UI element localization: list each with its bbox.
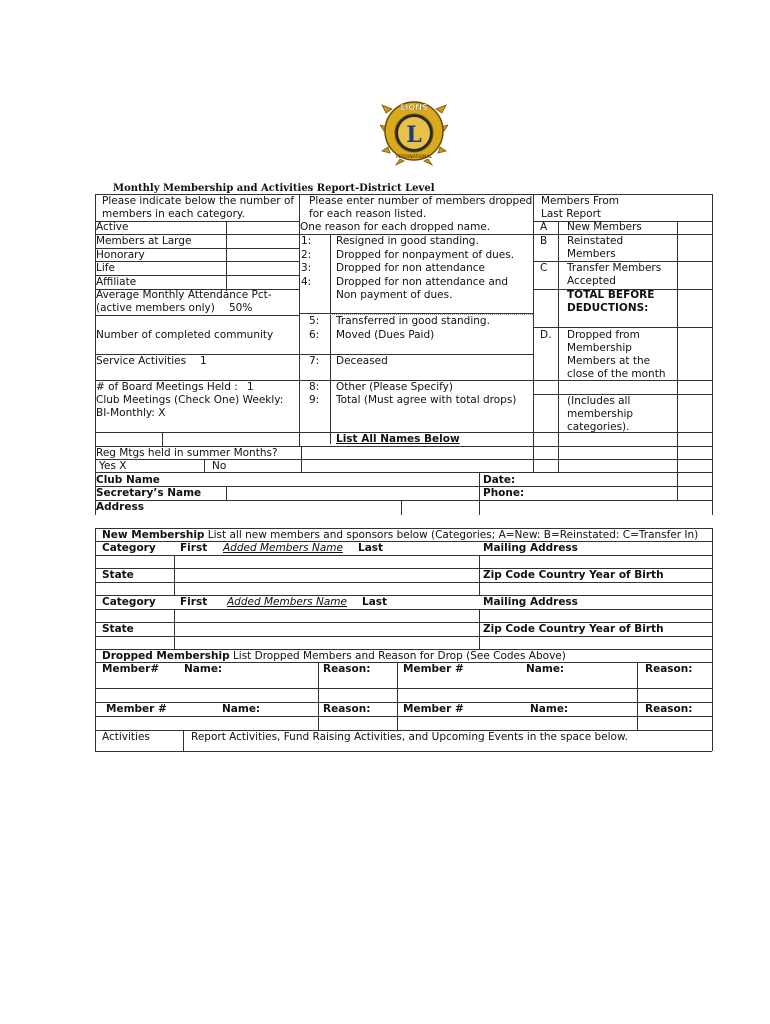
reason-num: 1: — [301, 235, 312, 247]
label-club-name: Club Name — [96, 474, 160, 486]
label-transfer: Transfer Members — [567, 262, 662, 274]
reason-num: 6: — [309, 329, 320, 341]
label-category: Category — [102, 542, 156, 554]
label-name: Name: — [530, 703, 569, 715]
reason-text: Resigned in good standing. — [336, 235, 479, 247]
label-member-no: Member # — [403, 663, 464, 675]
reason-text: Moved (Dues Paid) — [336, 329, 435, 341]
code-a: A — [540, 221, 548, 233]
label-service: Service Activities — [96, 355, 187, 367]
reason-text: Transferred in good standing. — [336, 315, 490, 327]
svg-text:INTERNATIONAL: INTERNATIONAL — [395, 155, 433, 160]
new-membership-heading: New Membership List all new members and sponsors below (Categories; A=New: B=Reinstated: C=Transfer In) — [102, 529, 699, 541]
instruction-text: Please enter number of members dropped — [309, 195, 533, 207]
label-community: Number of completed community — [96, 329, 274, 341]
svg-text:L: L — [406, 122, 422, 148]
label-dropped-sub: Membership — [567, 342, 632, 354]
label-zip: Zip Code Country Year of Birth — [483, 623, 664, 635]
attendance-value: 50% — [229, 302, 253, 314]
members-from-heading: Last Report — [541, 208, 602, 220]
reason-text: Dropped for non attendance and — [336, 276, 509, 288]
label-mailing: Mailing Address — [483, 596, 578, 608]
label-attendance-sub: (active members only) — [96, 302, 215, 314]
members-from-heading: Members From — [541, 195, 620, 207]
label-phone: Phone: — [483, 487, 525, 499]
reason-num: 9: — [309, 394, 320, 406]
reason-text: Dropped for nonpayment of dues. — [336, 249, 515, 261]
reason-num: 7: — [309, 355, 320, 367]
label-reason: Reason: — [323, 703, 371, 715]
label-added-name: Added Members Name — [223, 542, 343, 554]
label-reason: Reason: — [323, 663, 371, 675]
label-affiliate: Affiliate — [96, 276, 137, 288]
label-zip: Zip Code Country Year of Birth — [483, 569, 664, 581]
reason-text: Other (Please Specify) — [336, 381, 453, 393]
label-transfer-sub: Accepted — [567, 275, 616, 287]
label-dropped: Dropped from — [567, 329, 640, 341]
label-category: Category — [102, 596, 156, 608]
label-name: Name: — [526, 663, 565, 675]
board-meetings-value: 1 — [247, 381, 254, 393]
label-active: Active — [96, 221, 129, 233]
label-members-at-large: Members at Large — [96, 235, 192, 247]
label-address: Address — [96, 501, 144, 513]
label-reinstated-sub: Members — [567, 248, 616, 260]
lions-logo — [380, 95, 448, 167]
label-reason: Reason: — [645, 663, 693, 675]
label-includes-sub: categories). — [567, 421, 630, 433]
reason-num: 3: — [301, 262, 312, 274]
code-d: D. — [540, 329, 552, 341]
reason-num: 4: — [301, 276, 312, 288]
label-life: Life — [96, 262, 115, 274]
activities-description: Report Activities, Fund Raising Activities, and Upcoming Events in the space below. — [191, 731, 628, 743]
label-honorary: Honorary — [96, 249, 145, 261]
label-state: State — [102, 569, 134, 581]
reason-text: Non payment of dues. — [336, 289, 453, 301]
label-includes-sub: membership — [567, 408, 634, 420]
svg-text:LIONS: LIONS — [400, 103, 428, 112]
instruction-text: members in each category. — [102, 208, 245, 220]
label-bimonthly: BI-Monthly: X — [96, 407, 166, 419]
label-first: First — [180, 596, 208, 608]
dropped-membership-heading: Dropped Membership List Dropped Members and Reason for Drop (See Codes Above) — [102, 650, 566, 662]
label-added-name: Added Members Name — [227, 596, 347, 608]
service-value: 1 — [200, 355, 207, 367]
label-member-no: Member # — [106, 703, 167, 715]
label-dropped-sub: close of the month — [567, 368, 666, 380]
yes-option[interactable]: Yes X — [99, 460, 127, 472]
no-option[interactable]: No — [212, 460, 227, 472]
instruction-text: One reason for each dropped name. — [300, 221, 491, 233]
instruction-text: for each reason listed. — [309, 208, 427, 220]
reason-text: Deceased — [336, 355, 388, 367]
label-name: Name: — [184, 663, 223, 675]
label-mailing: Mailing Address — [483, 542, 578, 554]
reason-num: 5: — [309, 315, 320, 327]
label-last: Last — [358, 542, 384, 554]
label-reinstated: Reinstated — [567, 235, 624, 247]
label-name: Name: — [222, 703, 261, 715]
form-title: Monthly Membership and Activities Report-District Level — [113, 183, 435, 194]
code-b: B — [540, 235, 548, 247]
label-member-no: Member# — [102, 663, 160, 675]
label-secretary: Secretary’s Name — [96, 487, 202, 499]
reason-text: Total (Must agree with total drops) — [336, 394, 517, 406]
label-dropped-sub: Members at the — [567, 355, 651, 367]
instruction-text: Please indicate below the number of — [102, 195, 295, 207]
label-first: First — [180, 542, 208, 554]
label-club-meetings: Club Meetings (Check One) Weekly: — [96, 394, 284, 406]
reason-num: 2: — [301, 249, 312, 261]
label-date: Date: — [483, 474, 516, 486]
label-member-no: Member # — [403, 703, 464, 715]
reason-text: Dropped for non attendance — [336, 262, 486, 274]
label-activities: Activities — [102, 731, 150, 743]
label-total: TOTAL BEFORE — [567, 289, 655, 301]
label-board-meetings: # of Board Meetings Held : — [96, 381, 238, 393]
label-state: State — [102, 623, 134, 635]
label-reason: Reason: — [645, 703, 693, 715]
code-c: C — [540, 262, 548, 274]
label-total-sub: DEDUCTIONS: — [567, 302, 649, 314]
reason-num: 8: — [309, 381, 320, 393]
label-includes: (Includes all — [567, 395, 631, 407]
label-reg-mtgs: Reg Mtgs held in summer Months? — [96, 447, 278, 459]
label-last: Last — [362, 596, 388, 608]
list-all-names-heading: List All Names Below — [336, 433, 460, 445]
label-new-members: New Members — [567, 221, 642, 233]
label-attendance: Average Monthly Attendance Pct- — [96, 289, 272, 301]
